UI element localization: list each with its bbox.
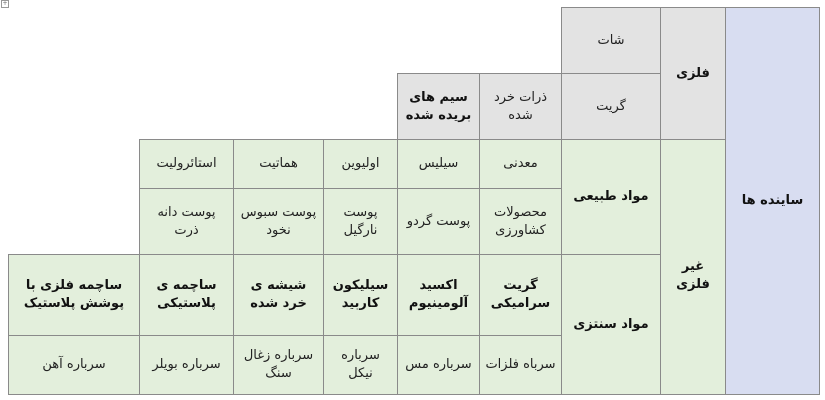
abrasives-header: ساینده ها	[725, 7, 820, 395]
fine-particles-cell: ذرات خرد شده	[479, 73, 562, 140]
nonmetallic-header: غیر فلزی	[660, 139, 726, 395]
grit-cell: گریت	[561, 73, 661, 140]
natural-materials-header: مواد طبیعی	[561, 139, 661, 255]
natural-row1-cell: سیلیس	[397, 139, 480, 189]
synthetic-row2-cell: سرباره مس	[397, 335, 480, 395]
natural-row2-cell: محصولات کشاورزی	[479, 188, 562, 255]
synthetic-row1-cell: سیلیکون کاربید	[323, 254, 398, 336]
shot-cell: شات	[561, 7, 661, 74]
table-move-handle-icon[interactable]: +	[2, 0, 8, 7]
natural-row1-cell: هماتیت	[233, 139, 324, 189]
natural-row1-cell: استائرولیت	[139, 139, 234, 189]
synthetic-row1-cell: ساچمه فلزی با پوشش پلاستیک	[8, 254, 140, 336]
synthetic-row1-cell: ساچمه ی پلاستیکی	[139, 254, 234, 336]
synthetic-row2-cell: سرباه فلزات	[479, 335, 562, 395]
synthetic-row2-cell: سرباره بویلر	[139, 335, 234, 395]
synthetic-row1-cell: گریت سرامیکی	[479, 254, 562, 336]
synthetic-materials-header: مواد سنتزی	[561, 254, 661, 395]
natural-row1-cell: معدنی	[479, 139, 562, 189]
natural-row2-cell: پوست نارگیل	[323, 188, 398, 255]
natural-row1-cell: اولیوین	[323, 139, 398, 189]
synthetic-row1-cell: اکسید آلومینیوم	[397, 254, 480, 336]
metallic-header: فلزی	[660, 7, 726, 140]
natural-row2-cell: پوست دانه ذرت	[139, 188, 234, 255]
natural-row2-cell: پوست گردو	[397, 188, 480, 255]
synthetic-row2-cell: سرباره آهن	[8, 335, 140, 395]
synthetic-row2-cell: سرباره نیکل	[323, 335, 398, 395]
cut-wires-cell: سیم های بریده شده	[397, 73, 480, 140]
synthetic-row2-cell: سرباره زغال سنگ	[233, 335, 324, 395]
synthetic-row1-cell: شیشه ی خرد شده	[233, 254, 324, 336]
natural-row2-cell: پوست سبوس نخود	[233, 188, 324, 255]
